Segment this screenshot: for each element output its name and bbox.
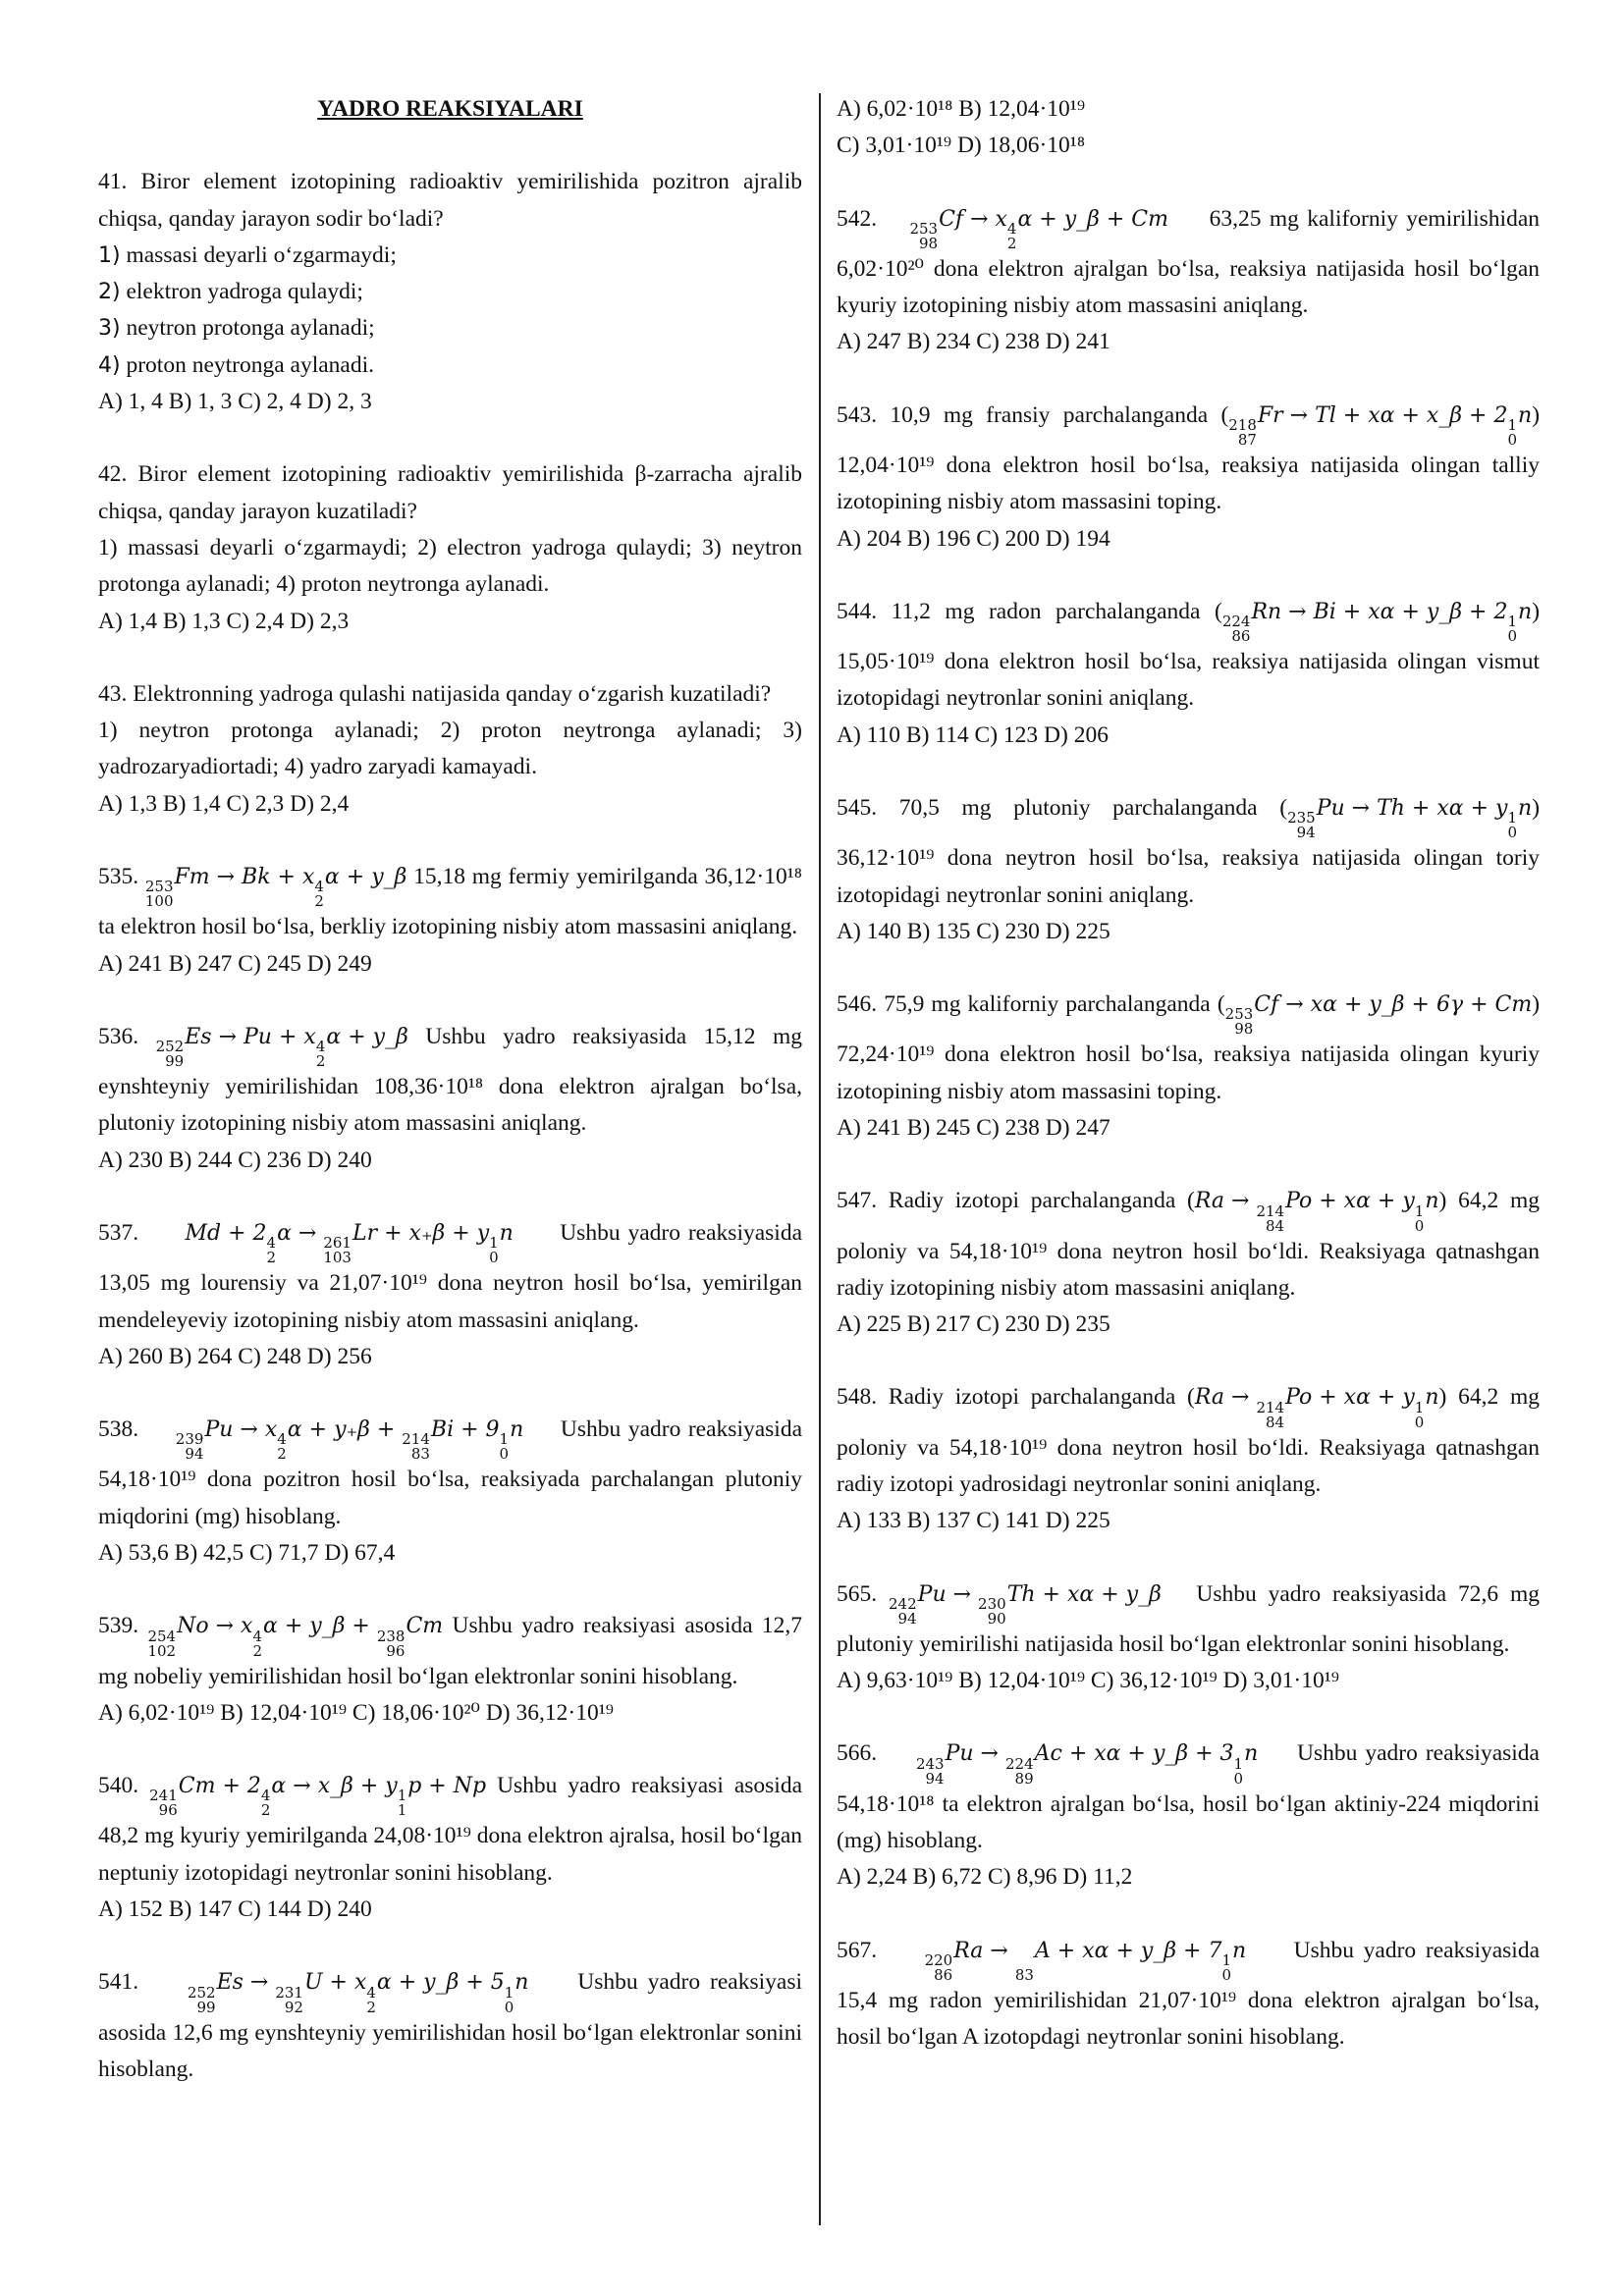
answer-options: A) 110 B) 114 C) 123 D) 206 — [837, 721, 1109, 748]
question-539: 539. 254 102 No → x 4 2 α + y_β + 238 96 Cm Ushbu yadro reaksiyasi asosida 12,7 mg nobeliy yemirilishidan hosil bo‘lgan elektronlar sonini hisoblang. A) 6,02·10¹⁹ B) 12,04·10¹⁹ C) 18,06·10²⁰ D) 36,12·10¹⁹ — [98, 1608, 802, 1732]
question-text: 72,24·10¹⁹ dona elektron hosil bo‘lsa, reaksiya natijasida olingan kyuriy izotopining nisbiy atom massasini toping. — [837, 1041, 1540, 1104]
answer-options: A) 241 B) 247 C) 245 D) 249 — [98, 950, 372, 977]
page-title: YADRO REAKSIYALARI — [317, 96, 583, 122]
list-item: 2) elektron yadroga qulaydi; — [98, 279, 363, 305]
question-537: 537. Md + 2 4 2 α → 261 103 Lr + x₊β + y 1 0 n Ushbu yadro reaksiyasida 13,05 mg lourensiy va 21,07·10¹⁹ dona neytron hosil bo‘lsa, yemirilgan mendeleyeviy izotopining nisbiy atom massasini aniqlang. A) 260 B) 264 C) 248 D) 256 — [98, 1215, 802, 1375]
question-text: Ushbu yadro reaksiyasi asosida 48,2 mg kyuriy yemirilganda 24,08·10¹⁹ dona elektron ajralsa, hosil bo‘lgan neptuniy izotopidagi neytronlar sonini hisoblang. — [98, 1773, 803, 1886]
column-divider — [819, 93, 821, 2225]
answer-options: A) 230 B) 244 C) 236 D) 240 — [98, 1147, 372, 1173]
question-text: 41. Biror element izotopining radioaktiv yemirilishida pozitron ajralib chiqsa, qanday jarayon sodir bo‘ladi? — [98, 169, 802, 232]
answer-options: A) 53,6 B) 42,5 C) 71,7 D) 67,4 — [98, 1540, 396, 1567]
question-43 — [98, 676, 802, 823]
question-540: 540. 241 96 Cm + 2 4 2 α → x_β + y 1 1 p + Np Ushbu yadro reaksiyasi asosida 48,2 mg kyuriy yemirilganda 24,08·10¹⁹ dona elektron ajralsa, hosil bo‘lgan neptuniy izotopidagi neytronlar sonini hisoblang. A) 152 B) 147 C) 144 D) 240 — [98, 1768, 802, 1928]
list-item: 3) neytron protonga aylanadi; — [98, 315, 375, 342]
question-548: 548. Radiy izotopi parchalanganda (Ra → 214 84 Po + xα + y 1 0 n) 64,2 mg poloniy va 54,18·10¹⁹ dona neytron hosil bo‘ldi. Reaksiyaga qatnashgan radiy izotopi yadrosidagi neytronlar sonini aniqlang. A) 133 B) 137 C) 141 D) 225 — [837, 1379, 1540, 1539]
question-538: 538. 239 94 Pu → x 4 2 α + y₊β + 214 83 Bi + 9 1 0 n Ushbu yadro reaksiyasida 54,18·10¹⁹ dona pozitron hosil bo‘lsa, reaksiyada parchalangan plutoniy miqdorini (mg) hisoblang. A) 53,6 B) 42,5 C) 71,7 D) 67,4 — [98, 1412, 802, 1572]
reaction-equation: 252 99 Es → Pu + x 4 2 α + y_β — [155, 1024, 408, 1071]
answer-options: C) 3,01·10¹⁹ D) 18,06·10¹⁸ — [837, 133, 1086, 159]
question-text: Ushbu yadro reaksiyasida 54,18·10¹⁹ dona pozitron hosil bo‘lsa, reaksiyada parchalangan plutoniy miqdorini (mg) hisoblang. — [98, 1416, 803, 1529]
question-text: Ushbu yadro reaksiyasi asosida 12,7 mg nobeliy yemirilishidan hosil bo‘lgan elektronlar sonini hisoblang. — [98, 1613, 803, 1689]
answer-options: A) 241 B) 245 C) 238 D) 247 — [837, 1115, 1110, 1141]
question-text: 15,18 mg fermiy yemirilganda 36,12·10¹⁸ ta elektron hosil bo‘lsa, berkliy izotopining nisbiy atom massasini aniqlang. — [98, 864, 802, 940]
reaction-equation: ( 224 86 Rn → Bi + xα + y_β + 2 1 0 n) — [1214, 598, 1541, 646]
question-565: 565. 242 94 Pu → 230 90 Th + xα + y_β Ushbu yadro reaksiyasida 72,6 mg plutoniy yemirilishi natijasida hosil bo‘lgan elektronlar sonini hisoblang. A) 9,63·10¹⁹ B) 12,04·10¹⁹ C) 36,12·10¹⁹ D) 3,01·10¹⁹ — [837, 1576, 1540, 1700]
reaction-equation: 253 98 Cf → x 4 2 α + y_β + Cm — [909, 206, 1168, 252]
question-547: 547. Radiy izotopi parchalanganda (Ra → 214 84 Po + xα + y 1 0 n) 64,2 mg poloniy va 54,18·10¹⁹ dona neytron hosil bo‘ldi. Reaksiyaga qatnashgan radiy izotopining nisbiy atom massasini aniqlang. A) 225 B) 217 C) 230 D) 235 — [837, 1183, 1540, 1343]
answer-options: A) 260 B) 264 C) 248 D) 256 — [98, 1343, 372, 1369]
reaction-equation: (Ra → 214 84 Po + xα + y 1 0 n) — [1187, 1384, 1447, 1431]
question-text: Ushbu yadro reaksiyasida 13,05 mg lourensiy va 21,07·10¹⁹ dona neytron hosil bo‘lsa, yemirilgan mendeleyeviy izotopining nisbiy atom massasini aniqlang. — [98, 1220, 803, 1333]
answer-options: A) 247 B) 234 C) 238 D) 241 — [837, 329, 1110, 355]
question-text: 42. Biror element izotopining radioaktiv yemirilishida β-zarracha ajralib chiqsa, qanday jarayon kuzatiladi? — [98, 461, 802, 524]
question-text: Ushbu yadro reaksiyasida 54,18·10¹⁸ ta elektron ajralgan bo‘lsa, hosil bo‘lgan aktiniy-224 miqdorini (mg) hisoblang. — [837, 1740, 1540, 1853]
question-text: Ushbu yadro reaksiyasida 15,12 mg eynshteyniy yemirilishidan 108,36·10¹⁸ dona elektron ajralgan bo‘lsa, plutoniy izotopining nisbiy atom massasini aniqlang. — [98, 1023, 803, 1137]
reaction-equation: ( 235 94 Pu → Th + xα + y 1 0 n) — [1279, 795, 1541, 842]
question-541-answers — [837, 91, 1540, 165]
reaction-equation: 254 102 No → x 4 2 α + y_β + 238 96 Cm — [147, 1614, 444, 1660]
question-543: 543. 10,9 mg fransiy parchalanganda ( 218 87 Fr → Tl + xα + x_β + 2 1 0 n) 12,04·10¹⁹ dona elektron hosil bo‘lsa, reaksiya natijasida olingan talliy izotopining nisbiy atom massasini toping. A) 204 B) 196 C) 200 D) 194 — [837, 398, 1540, 558]
answer-options: A) 225 B) 217 C) 230 D) 235 — [837, 1311, 1110, 1338]
question-536: 536. 252 99 Es → Pu + x 4 2 α + y_β Ushbu yadro reaksiyasida 15,12 mg eynshteyniy yemirilishidan 108,36·10¹⁸ dona elektron ajralgan bo‘lsa, plutoniy izotopining nisbiy atom massasini aniqlang. A) 230 B) 244 C) 236 D) 240 — [98, 1019, 802, 1179]
question-options-text: 1) neytron protonga aylanadi; 2) proton neytronga aylanadi; 3) yadrozaryadiortadi; 4) yadro zaryadi kamayadi. — [98, 718, 802, 780]
question-text: 63,25 mg kaliforniy yemirilishidan 6,02·10²⁰ dona elektron ajralgan bo‘lsa, reaksiya natijasida hosil bo‘lgan kyuriy izotopining nisbiy atom massasini aniqlang. — [837, 205, 1540, 319]
question-567: 567. 220 86 Ra → 83 A + xα + y_β + 7 1 0 n Ushbu yadro reaksiyasida 15,4 mg radon yemirilishidan 21,07·10¹⁹ dona elektron ajralgan bo‘lsa, hosil bo‘lgan A izotopdagi neytronlar sonini hisoblang. — [837, 1933, 1540, 2056]
answer-options: A) 1,3 B) 1,4 C) 2,3 D) 2,4 — [98, 790, 350, 817]
reaction-equation: 252 99 Es → 231 92 U + x 4 2 α + y_β + 5 1 0 n — [187, 1970, 529, 2016]
reaction-equation: 220 86 Ra → 83 A + xα + y_β + 7 1 0 n — [924, 1938, 1247, 1984]
question-text: 15,05·10¹⁹ dona elektron hosil bo‘lsa, reaksiya natijasida olingan vismut izotopidagi neytronlar sonini aniqlang. — [837, 649, 1540, 712]
right-column — [837, 91, 1540, 2056]
question-text: 64,2 mg poloniy va 54,18·10¹⁹ dona neytron hosil bo‘ldi. Reaksiyaga qatnashgan radiy izotopi yadrosidagi neytronlar sonini aniqlang. — [837, 1384, 1541, 1497]
reaction-equation: 239 94 Pu → x 4 2 α + y₊β + 214 83 Bi + 9 1 0 n — [175, 1417, 524, 1464]
answer-options: A) 204 B) 196 C) 200 D) 194 — [837, 525, 1110, 552]
left-column — [98, 91, 802, 2088]
question-41 — [98, 164, 802, 420]
answer-options: A) 6,02·10¹⁹ B) 12,04·10¹⁹ C) 18,06·10²⁰ D) 36,12·10¹⁹ — [98, 1699, 614, 1726]
question-text: 64,2 mg poloniy va 54,18·10¹⁹ dona neytron hosil bo‘ldi. Reaksiyaga qatnashgan radiy izotopining nisbiy atom massasini aniqlang. — [837, 1188, 1541, 1301]
question-542: 542. 253 98 Cf → x 4 2 α + y_β + Cm 63,25 mg kaliforniy yemirilishidan 6,02·10²⁰ dona elektron ajralgan bo‘lsa, reaksiya natijasida hosil bo‘lgan kyuriy izotopining nisbiy atom massasini aniqlang. A) 247 B) 234 C) 238 D) 241 — [837, 201, 1540, 361]
answer-options: A) 152 B) 147 C) 144 D) 240 — [98, 1896, 372, 1922]
reaction-equation: Md + 2 4 2 α → 261 103 Lr + x₊β + y 1 0 n — [185, 1221, 514, 1267]
answer-options: A) 133 B) 137 C) 141 D) 225 — [837, 1508, 1110, 1534]
answer-options: A) 140 B) 135 C) 230 D) 225 — [837, 918, 1110, 944]
answer-options: A) 1, 4 B) 1, 3 C) 2, 4 D) 2, 3 — [98, 389, 372, 415]
list-item: 4) proton neytronga aylanadi. — [98, 351, 375, 378]
question-566: 566. 243 94 Pu → 224 89 Ac + xα + y_β + 3 1 0 n Ushbu yadro reaksiyasida 54,18·10¹⁸ ta elektron ajralgan bo‘lsa, hosil bo‘lgan aktiniy-224 miqdorini (mg) hisoblang. A) 2,24 B) 6,72 C) 8,96 D) 11,2 — [837, 1735, 1540, 1896]
reaction-equation: 253 100 Fm → Bk + x 4 2 α + y_β — [144, 865, 407, 911]
reaction-equation: 242 94 Pu → 230 90 Th + xα + y_β — [889, 1581, 1162, 1628]
answer-options: A) 1,4 B) 1,3 C) 2,4 D) 2,3 — [98, 608, 350, 634]
question-545: 545. 70,5 mg plutoniy parchalanganda ( 235 94 Pu → Th + xα + y 1 0 n) 36,12·10¹⁹ dona neytron hosil bo‘lsa, reaksiya natijasida olingan toriy izotopidagi neytronlar sonini aniqlang. A) 140 B) 135 C) 230 D) 225 — [837, 790, 1540, 950]
question-544: 544. 11,2 mg radon parchalanganda ( 224 86 Rn → Bi + xα + y_β + 2 1 0 n) 15,05·10¹⁹ dona elektron hosil bo‘lsa, reaksiya natijasida olingan vismut izotopidagi neytronlar sonini aniqlang. A) 110 B) 114 C) 123 D) 206 — [837, 594, 1540, 754]
reaction-equation: 243 94 Pu → 224 89 Ac + xα + y_β + 3 1 0 n — [915, 1741, 1259, 1788]
question-text: Ushbu yadro reaksiyasida 15,4 mg radon yemirilishidan 21,07·10¹⁹ dona elektron ajralgan bo‘lsa, hosil bo‘lgan A izotopdagi neytronlar sonini hisoblang. — [837, 1937, 1541, 2051]
reaction-equation: (Ra → 214 84 Po + xα + y 1 0 n) — [1187, 1188, 1447, 1235]
question-535: 535. 253 100 Fm → Bk + x 4 2 α + y_β 15,18 mg fermiy yemirilganda 36,12·10¹⁸ ta elektron hosil bo‘lsa, berkliy izotopining nisbiy atom massasini aniqlang. A) 241 B) 247 C) 245 D) 249 — [98, 859, 802, 983]
question-42 — [98, 456, 802, 639]
reaction-equation: 241 96 Cm + 2 4 2 α → x_β + y 1 1 p + Np — [149, 1774, 487, 1820]
answer-options: A) 9,63·10¹⁹ B) 12,04·10¹⁹ C) 36,12·10¹⁹ D) 3,01·10¹⁹ — [837, 1668, 1339, 1694]
question-546: 546. 75,9 mg kaliforniy parchalanganda ( 253 98 Cf → xα + y_β + 6γ + Cm) 72,24·10¹⁹ dona elektron hosil bo‘lsa, reaksiya natijasida olingan kyuriy izotopining nisbiy atom massasini toping. A) 241 B) 245 C) 238 D) 247 — [837, 987, 1540, 1147]
question-text: 43. Elektronning yadroga qulashi natijasida qanday o‘zgarish kuzatiladi? — [98, 680, 772, 707]
question-541: 541. 252 99 Es → 231 92 U + x 4 2 α + y_β + 5 1 0 n Ushbu yadro reaksiyasi asosida 12,6 mg eynshteyniy yemirilishidan hosil bo‘lgan elektronlar sonini hisoblang. — [98, 1964, 802, 2088]
answer-options: A) 2,24 B) 6,72 C) 8,96 D) 11,2 — [837, 1864, 1133, 1891]
question-text: 36,12·10¹⁹ dona neytron hosil bo‘lsa, reaksiya natijasida olingan toriy izotopidagi neytronlar sonini aniqlang. — [837, 845, 1540, 908]
list-item: 1) massasi deyarli o‘zgarmaydi; — [98, 241, 397, 268]
question-text: 12,04·10¹⁹ dona elektron hosil bo‘lsa, reaksiya natijasida olingan talliy izotopining nisbiy atom massasini toping. — [837, 452, 1540, 515]
question-text: Ushbu yadro reaksiyasida 72,6 mg plutoniy yemirilishi natijasida hosil bo‘lgan elektronlar sonini hisoblang. — [837, 1580, 1541, 1657]
reaction-equation: ( 253 98 Cf → xα + y_β + 6γ + Cm) — [1217, 991, 1541, 1039]
question-options-text: 1) massasi deyarli o‘zgarmaydi; 2) electron yadroga qulaydi; 3) neytron protonga aylanadi; 4) proton neytronga aylanadi. — [98, 534, 802, 598]
question-text: Ushbu yadro reaksiyasi asosida 12,6 mg eynshteyniy yemirilishidan hosil bo‘lgan elektronlar sonini hisoblang. — [98, 1969, 803, 2082]
reaction-equation: ( 218 87 Fr → Tl + xα + x_β + 2 1 0 n) — [1220, 401, 1541, 449]
answer-options: A) 6,02·10¹⁸ B) 12,04·10¹⁹ — [837, 96, 1086, 122]
